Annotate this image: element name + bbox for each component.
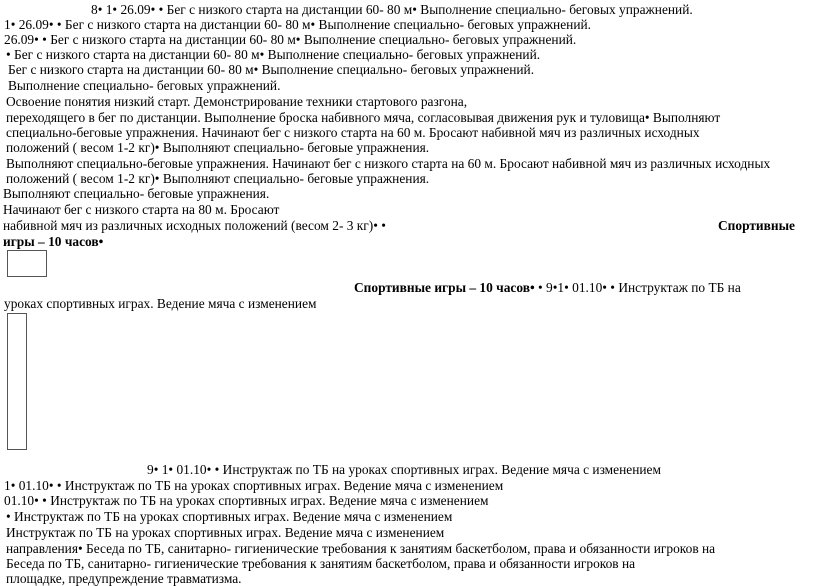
text-line-14: Начинают бег с низкого старта на 80 м. Бросают [3,202,280,217]
lower-line-5: Инструктаж по ТБ на уроках спортивных играх. Ведение мяча с изменением [6,525,445,540]
text-line-4: • Бег с низкого старта на дистанции 60- 80 м• Выполнение специально- беговых упражнений. [6,47,541,62]
text-line-8: переходящего в бег по дистанции. Выполнение броска набивного мяча, согласовывая движения рук и туловища• Выполняют [6,110,721,125]
section-heading: Спортивные [718,218,795,233]
section-line-rest: • 9•1• 01.10• • Инструктаж по ТБ на [534,280,741,295]
text-line-2: 1• 26.09• • Бег с низкого старта на дистанции 60- 80 м• Выполнение специально- беговых упражнений. [4,17,591,32]
text-line-3: 26.09• • Бег с низкого старта на дистанции 60- 80 м• Выполнение специально- беговых упражнений. [4,32,577,47]
lower-line-7: Беседа по ТБ, санитарно- гигиенические требования к занятиям баскетболом, права и обязанности игроков на [6,556,636,571]
lower-line-3: 01.10• • Инструктаж по ТБ на уроках спортивных играх. Ведение мяча с изменением [4,493,489,508]
lower-line-8: площадке, предупреждение травматизма. [6,571,242,586]
section-line [354,280,741,295]
text-line-11: Выполняют специально-беговые упражнения. Начинают бег с низкого старта на 60 м. Бросают набивной мяч из различных исходных [6,156,771,171]
lower-line-4: • Инструктаж по ТБ на уроках спортивных играх. Ведение мяча с изменением [6,509,453,524]
text-line-10: положений ( весом 1-2 кг)• Выполняют специально- беговые упражнения. [6,140,430,155]
text-line-15: набивной мяч из различных исходных положений (весом 2- 3 кг)• • [3,218,386,233]
text-line-9: специально-беговые упражнения. Начинают бег с низкого старта на 60 м. Бросают набивной мяч из различных исходных [6,125,700,140]
table-cell-box [7,250,47,277]
lower-line-1: 9• 1• 01.10• • Инструктаж по ТБ на уроках спортивных играх. Ведение мяча с изменением [147,462,661,477]
section-heading-continued: игры – 10 часов• [3,234,104,249]
text-line-1: 8• 1• 26.09• • Бег с низкого старта на дистанции 60- 80 м• Выполнение специально- беговых упражнений. [91,2,693,17]
section-line-2: уроках спортивных играх. Ведение мяча с изменением [4,296,317,311]
lower-line-2: 1• 01.10• • Инструктаж по ТБ на уроках спортивных играх. Ведение мяча с изменением [4,478,504,493]
lower-line-6: направления• Беседа по ТБ, санитарно- гигиенические требования к занятиям баскетболом, права и обязанности игроков на [6,541,716,556]
text-line-7: Освоение понятия низкий старт. Демонстрирование техники стартового разгона, [6,94,468,109]
text-line-5: Бег с низкого старта на дистанции 60- 80 м• Выполнение специально- беговых упражнений. [8,62,535,77]
text-line-13: Выполняют специально- беговые упражнения. [3,186,270,201]
section-heading-inline: Спортивные игры – 10 часов• [354,280,535,295]
text-line-6: Выполнение специально- беговых упражнений. [8,78,281,93]
table-cell-tall-box [7,313,27,450]
text-line-12: положений ( весом 1-2 кг)• Выполняют специально- беговые упражнения. [6,171,430,186]
